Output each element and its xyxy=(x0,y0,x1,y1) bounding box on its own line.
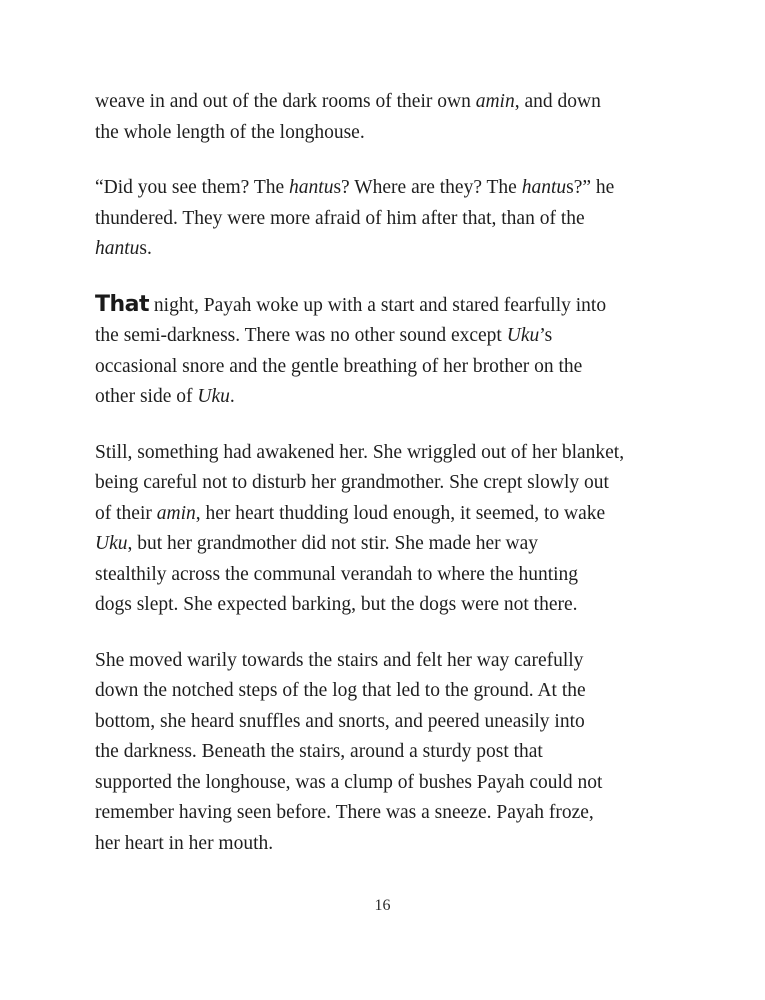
text-run: , her heart thudding loud enough, it seemed, to wake xyxy=(195,502,606,524)
italic-term: hantu xyxy=(289,177,334,198)
text-run: dogs slept. She expected barking, but the dogs were not there. xyxy=(95,594,578,615)
text-run: weave in and out of the dark rooms of their own xyxy=(95,91,476,112)
text-line xyxy=(95,173,685,204)
text-line xyxy=(95,352,685,383)
text-run: “Did you see them? The xyxy=(95,177,290,198)
section-opening-word: That xyxy=(95,291,150,317)
paragraph xyxy=(95,646,685,860)
text-line xyxy=(95,590,685,621)
italic-term: Uku xyxy=(197,386,230,407)
text-run: s?” he xyxy=(566,177,615,198)
italic-term: hantu xyxy=(95,238,140,259)
text-line xyxy=(95,768,685,799)
text-run: of their xyxy=(95,502,157,524)
text-line xyxy=(95,798,685,829)
text-line xyxy=(95,829,685,860)
page-body xyxy=(95,87,685,884)
italic-term: amin xyxy=(156,502,196,524)
paragraph xyxy=(95,290,685,413)
text-run: occasional snore and the gentle breathing of her brother on the xyxy=(95,355,583,377)
paragraph xyxy=(95,173,685,265)
text-run: being careful not to disturb her grandmother. She crept slowly out xyxy=(95,472,609,493)
text-run: other side of xyxy=(95,386,198,407)
italic-term: Uku xyxy=(506,325,540,346)
italic-term: Uku xyxy=(95,533,128,554)
text-run: her heart in her mouth. xyxy=(95,832,274,854)
text-line xyxy=(95,529,685,560)
paragraph xyxy=(95,87,685,148)
text-line xyxy=(95,204,685,235)
text-run: the whole length of the longhouse. xyxy=(95,121,365,143)
text-line xyxy=(95,234,685,265)
text-line xyxy=(95,321,685,352)
text-run: thundered. They were more afraid of him after that, than of the xyxy=(95,207,585,229)
text-run: remember having seen before. There was a sneeze. Payah froze, xyxy=(95,802,594,823)
text-run: the semi-darkness. There was no other sound except xyxy=(95,325,507,346)
italic-term: hantu xyxy=(521,177,567,198)
text-run: ’s xyxy=(539,325,553,346)
text-run: , but her grandmother did not stir. She made her way xyxy=(127,533,538,554)
text-line xyxy=(95,560,685,591)
text-run: down the notched steps of the log that led to the ground. At the xyxy=(95,680,586,701)
text-line xyxy=(95,468,685,499)
text-run: night, Payah woke up with a start and stared fearfully into xyxy=(149,294,607,316)
text-line xyxy=(95,87,685,118)
text-run: stealthily across the communal verandah to where the hunting xyxy=(95,563,579,585)
text-run: s. xyxy=(139,238,152,259)
text-line xyxy=(95,676,685,707)
text-run: s? Where are they? The xyxy=(333,177,522,198)
text-line xyxy=(95,438,685,469)
text-run: bottom, she heard snuffles and snorts, and peered uneasily into xyxy=(95,710,585,732)
italic-term: amin xyxy=(475,91,515,112)
text-line xyxy=(95,646,685,677)
page-number: 16 xyxy=(374,897,391,914)
text-run: supported the longhouse, was a clump of bushes Payah could not xyxy=(95,771,603,793)
text-run: Still, something had awakened her. She wriggled out of her blanket, xyxy=(95,441,625,463)
text-run: . xyxy=(229,386,235,407)
text-line xyxy=(95,737,685,768)
paragraph xyxy=(95,438,685,621)
text-line xyxy=(95,382,685,413)
text-line xyxy=(95,707,685,738)
text-line xyxy=(95,118,685,149)
text-line xyxy=(95,499,685,530)
text-line xyxy=(95,290,685,322)
text-run: She moved warily towards the stairs and felt her way carefully xyxy=(95,649,584,671)
text-run: , and down xyxy=(514,91,601,112)
text-run: the darkness. Beneath the stairs, around a sturdy post that xyxy=(95,741,543,762)
